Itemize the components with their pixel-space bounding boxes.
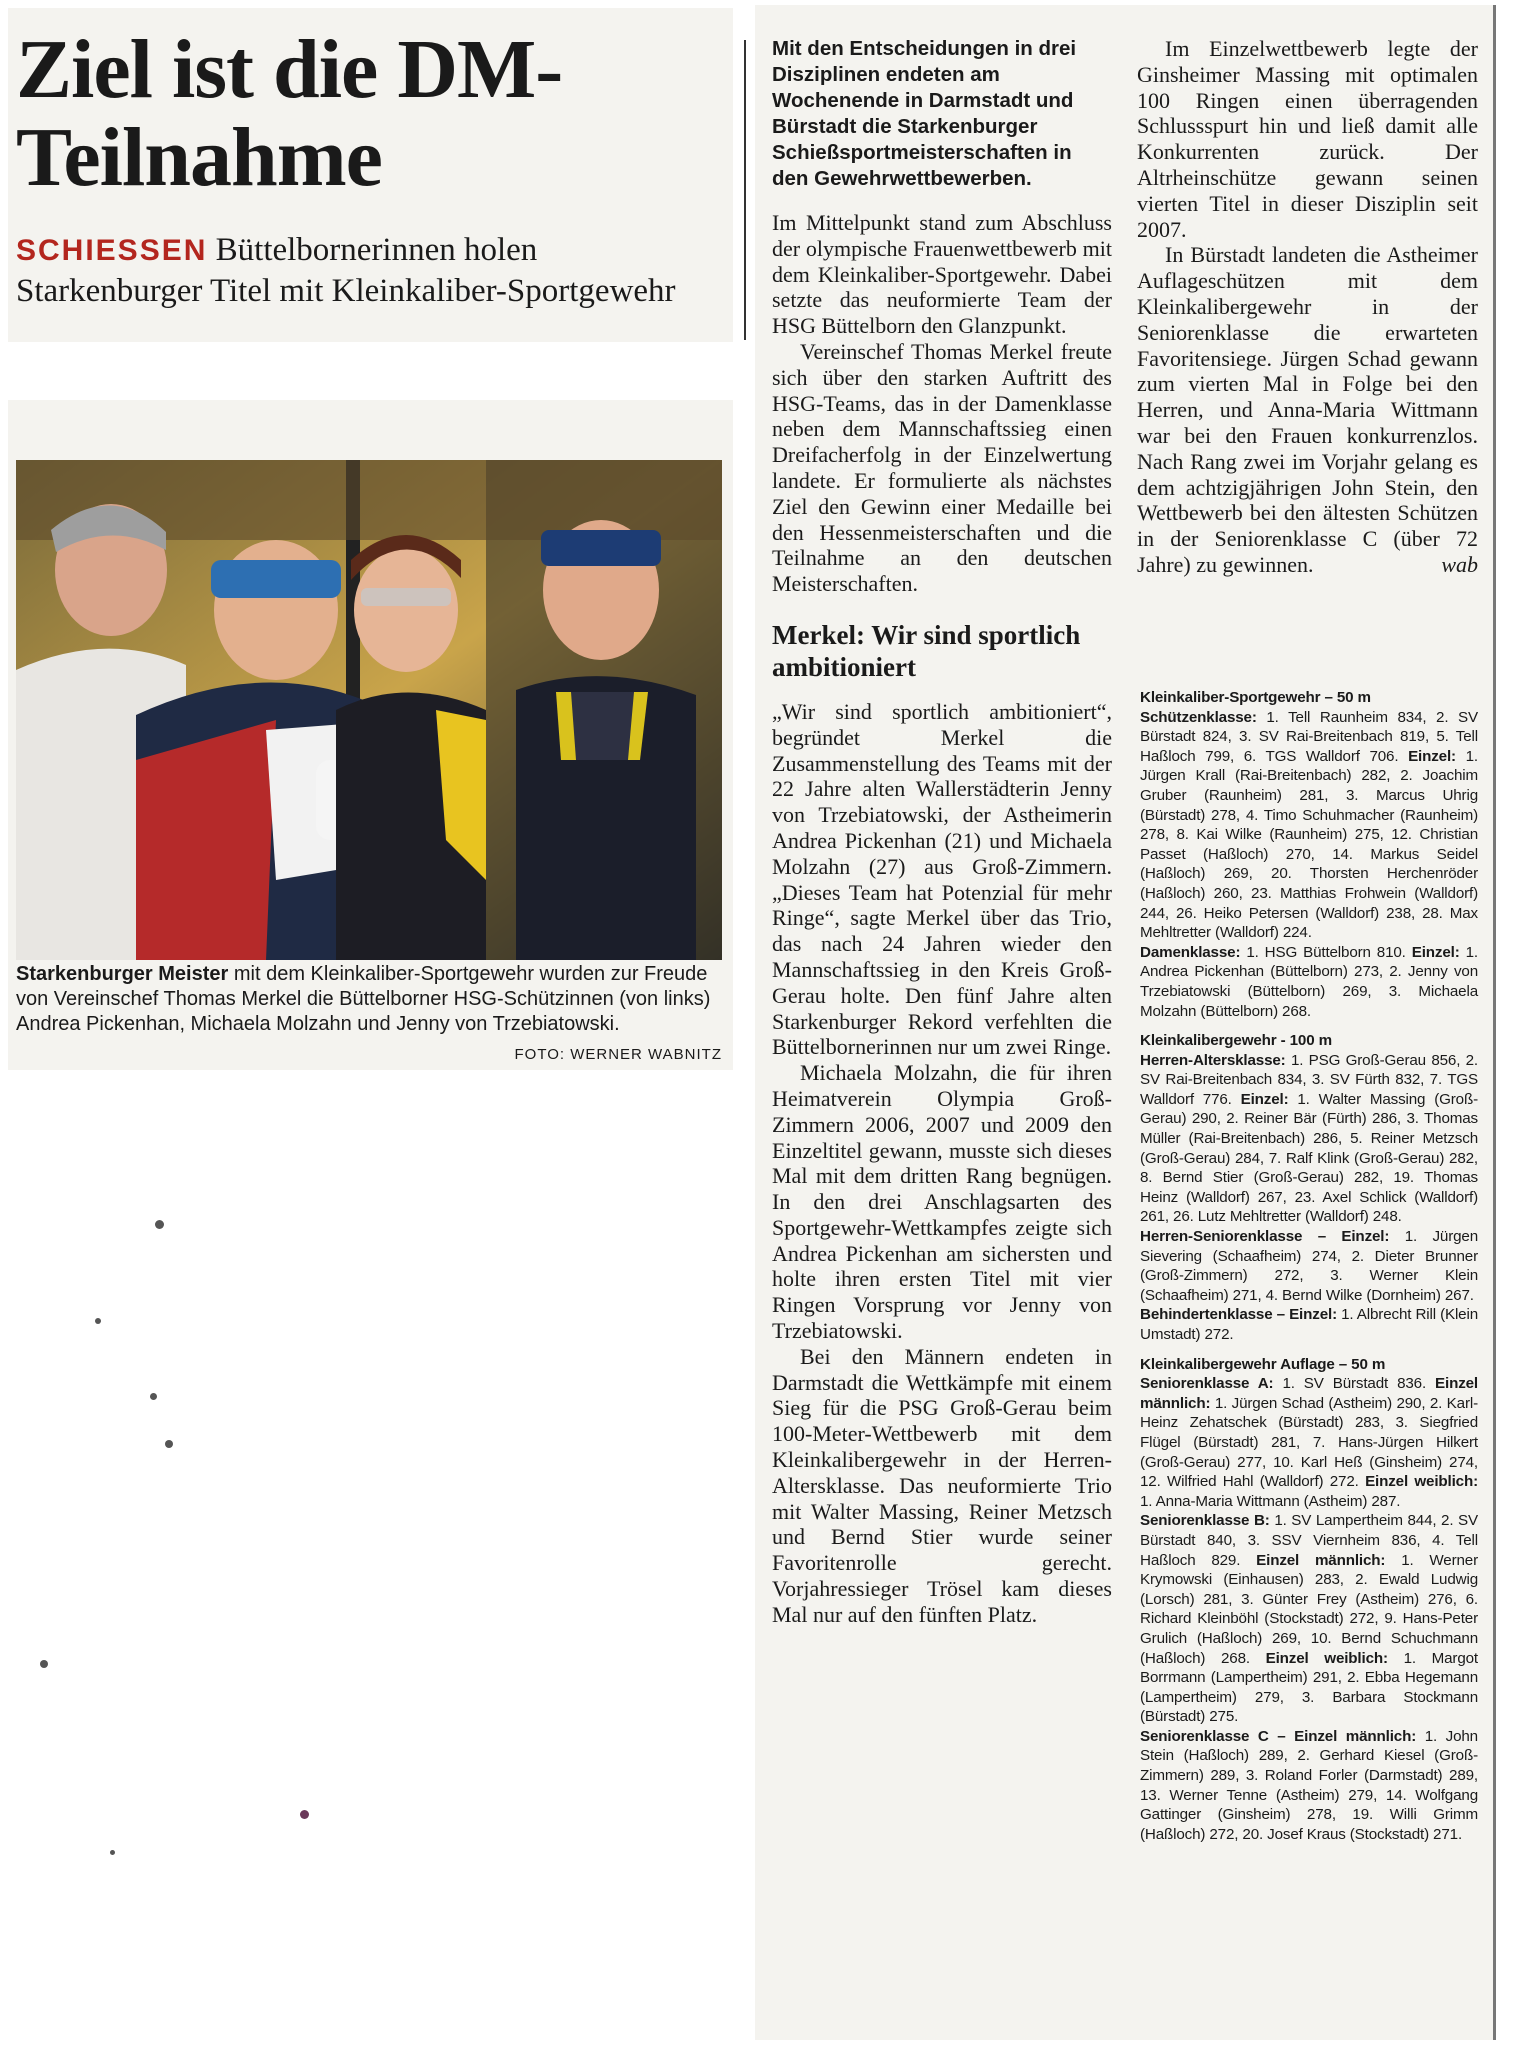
article-subhead: Merkel: Wir sind sportlich ambitioniert — [772, 619, 1081, 682]
photo-illustration — [16, 460, 722, 960]
author-signature: wab — [1441, 551, 1478, 577]
paragraph-2: Vereinschef Thomas Merkel freute sich über den starken Auftritt des HSG-Teams, das in der Damenklasse neben dem Mannschaftssieg einen Dreifacherfolg in der Einzelwertung landete. Er formulierte als nächstes Ziel den Gewinn einer Medaille bei den Hessenmeisterschaften und die Teilnahme an den deutschen Meisterschaften. — [772, 338, 1112, 597]
scan-speck — [40, 1660, 48, 1668]
column-rule — [744, 40, 746, 340]
results-heading-3: Kleinkalibergewehr Auflage – 50 m — [1140, 1355, 1386, 1373]
results-entry: Damenklasse: 1. HSG Büttelborn 810. Einzel: 1. Andrea Pickenhan (Büttelborn) 273, 2. Jenny von Trzebiatowski (Büttelborn) 269, 3. Michaela Molzahn (Büttelborn) 268. — [1140, 943, 1478, 1020]
results-entry: Herren-Seniorenklasse – Einzel: 1. Jürgen Sievering (Schaafheim) 274, 2. Dieter Brunner (Groß-Zimmern) 272, 3. Werner Klein (Schaafheim) 271, 4. Bernd Wilke (Dornheim) 267. — [1140, 1228, 1479, 1304]
article-column-middle — [772, 36, 1112, 1628]
results-entry: Behindertenklasse – Einzel: 1. Albrecht Rill (Klein Umstadt) 272. — [1140, 1306, 1478, 1343]
scan-speck — [155, 1220, 164, 1229]
results-heading-1: Kleinkaliber-Sportgewehr – 50 m — [1140, 689, 1371, 706]
results-section-2 — [1140, 1031, 1478, 1345]
paragraph-5: Bei den Männern endeten in Darmstadt die Wettkämpfe mit einem Sieg für die PSG Groß-Gerau beim 100-Meter-Wettbewerb mit dem Kleinkalibergewehr in der Herren-Altersklasse. Das neuformierte Trio mit Walter Massing, Reiner Metzsch und Bernd Stier wurde seiner Favoritenrolle gerecht. Vorjahressieger Trösel kam dieses Mal nur auf den fünften Platz. — [772, 1343, 1112, 1627]
caption-bold: Starkenburger Meister — [16, 963, 229, 985]
results-entry: Seniorenklasse B: 1. SV Lampertheim 844, 2. SV Bürstadt 840, 3. SSV Viernheim 836, 4. Tell Haßloch 829. Einzel männlich: 1. Werner Krymowski (Einhausen) 283, 2. Ewald Ludwig (Lorsch) 281, 3. Günter Frey (Astheim) 276, 6. Richard Kleinböhl (Stockstadt) 272, 9. Hans-Peter Grulich (Haßloch) 269, 10. Bernd Schuchmann (Haßloch) 268. Einzel weiblich: 1. Margot Borrmann (Lampertheim) 291, 2. Ebba Hegemann (Lampertheim) 279, 3. Barbara Stockmann (Bürstadt) 275. — [1140, 1512, 1478, 1726]
scan-speck — [110, 1850, 115, 1855]
headline-text: Ziel ist die DM-Teilnahme — [16, 23, 563, 204]
results-entry: Herren-Altersklasse: 1. PSG Groß-Gerau 856, 2. SV Rai-Breitenbach 834, 3. SV Fürth 832, 7. TGS Walldorf 776. Einzel: 1. Walter Massing (Groß-Gerau) 290, 2. Reiner Bär (Fürth) 286, 3. Thomas Müller (Rai-Breitenbach) 286, 5. Reiner Metzsch (Groß-Gerau) 284, 7. Ralf Klink (Groß-Gerau) 282, 8. Bernd Stier (Groß-Gerau) 282, 19. Thomas Heinz (Walldorf) 267, 23. Axel Schlick (Walldorf) 261, 26. Lutz Mehltretter (Walldorf) 248. — [1140, 1051, 1479, 1226]
results-entry: Schützenklasse: 1. Tell Raunheim 834, 2. SV Bürstadt 824, 3. SV Rai-Breitenbach 819, 5. Tell Haßloch 799, 6. TGS Walldorf 706. Einzel: 1. Jürgen Krall (Rai-Breitenbach) 282, 2. Joachim Gruber (Raunheim) 281, 3. Marcus Uhrig (Bürstadt) 278, 4. Timo Schuhmacher (Raunheim) 278, 8. Kai Wilke (Raunheim) 275, 12. Christian Passet (Haßloch) 270, 14. Markus Seidel (Haßloch) 269, 20. Thorsten Herchenröder (Haßloch) 260, 23. Matthias Frohwein (Walldorf) 244, 26. Heiko Petersen (Walldorf) 238, 28. Max Mehltretter (Walldorf) 224. — [1140, 708, 1478, 942]
results-section-3 — [1140, 1355, 1478, 1845]
results-entry: Seniorenklasse A: 1. SV Bürstadt 836. Einzel männlich: 1. Jürgen Schad (Astheim) 290, 2. Karl-Heinz Zehatschek (Bürstadt) 283, 3. Siegfried Flügel (Bürstadt) 281, 7. Hans-Jürgen Hilkert (Groß-Gerau) 277, 10. Karl Heß (Ginsheim) 274, 12. Wilfried Hahl (Walldorf) 272. Einzel weiblich: 1. Anna-Maria Wittmann (Astheim) 287. — [1140, 1375, 1479, 1510]
results-section-1 — [1140, 688, 1478, 1021]
paragraph-4: Michaela Molzahn, die für ihren Heimatverein Olympia Groß-Zimmern 2006, 2007 und 2009 den Einzeltitel gewann, musste sich dieses Mal mit dem dritten Rang begnügen. In den drei Anschlagsarten des Sportgewehr-Wettkampfes zeigte sich Andrea Pickenhan am sichersten und holte ihren ersten Titel mit vier Ringen Vorsprung vor Jenny von Trzebiatowski. — [772, 1060, 1112, 1344]
paragraph-1: Im Mittelpunkt stand zum Abschluss der olympische Frauenwettbewerb mit dem Kleinkaliber-Sportgewehr. Dabei setzte das neuformierte Team der HSG Büttelborn den Glanzpunkt. — [772, 210, 1112, 339]
paragraph-7 — [1137, 242, 1478, 577]
scan-speck — [165, 1440, 173, 1448]
subheadline-text: Büttelbornerinnen holen Starkenburger Titel mit Kleinkaliber-Sportgewehr — [16, 232, 676, 309]
subheadline — [16, 230, 721, 311]
paragraph-6: Im Einzelwettbewerb legte der Ginsheimer Massing mit optimalen 100 Ringen einen überragenden Schlussspurt hin und ließ damit alle Konkurrenten zurück. Der Altrheinschütze gewann seinen vierten Titel in dieser Disziplin seit 2007. — [1137, 36, 1478, 242]
page-edge-shadow — [1493, 5, 1496, 2040]
paragraph-7-text: In Bürstadt landeten die Astheimer Auflageschützen mit dem Kleinkalibergewehr in der Seniorenklasse die erwarteten Favoritensiege. Jürgen Schad gewann zum vierten Mal in Folge bei den Herren, und Anna-Maria Wittmann war bei den Frauen konkurrenzlos. Nach Rang zwei im Vorjahr gelang es dem achtzigjährigen John Stein, den Wettbewerb bei den ältesten Schützen in der Seniorenklasse C (über 72 Jahre) zu gewinnen. — [1137, 242, 1478, 577]
article-column-right — [1137, 36, 1478, 578]
scan-speck — [95, 1318, 101, 1324]
scan-speck — [300, 1810, 309, 1819]
results-list — [1140, 688, 1478, 1844]
caption-text: mit dem Kleinkaliber-Sportgewehr wurden zur Freude von Vereinschef Thomas Merkel die Büttelborner HSG-Schützinnen (von links) Andrea Pickenhan, Michaela Molzahn und Jenny von Trzebiatowski. — [16, 963, 711, 1035]
article-lead: Mit den Entscheidungen in drei Disziplinen endeten am Wochenende in Darmstadt und Bürstadt die Starkenburger Schießsportmeisterschaften in den Gewehrwettbewerben. — [772, 37, 1077, 190]
photo-caption — [16, 962, 722, 1067]
topic-kicker: SCHIESSEN — [16, 234, 208, 267]
team-photo — [16, 460, 722, 960]
paragraph-3: „Wir sind sportlich ambitioniert“, begründet Merkel die Zusammenstellung des Teams mit der 22 Jahre alten Wallerstädterin Jenny von Trzebiatowski, der Astheimerin Andrea Pickenhan (21) und Michaela Molzahn (27) aus Groß-Zimmern. „Dieses Team hat Potenzial für mehr Ringe“, sagte Merkel über das Trio, das nach 24 Jahren wieder den Mannschaftssieg in den Kreis Groß-Gerau holte. Den fünf Jahre alten Starkenburger Rekord verfehlten die Büttelbornerinnen nur um zwei Ringe. — [772, 698, 1112, 1060]
results-entry: Seniorenklasse C – Einzel männlich: 1. John Stein (Haßloch) 289, 2. Gerhard Kiesel (Groß-Zimmern) 289, 3. Roland Forler (Darmstadt) 289, 13. Werner Tenne (Astheim) 279, 14. Wolfgang Gattinger (Ginsheim) 278, 19. Willi Grimm (Haßloch) 272, 20. Josef Kraus (Stockstadt) 271. — [1140, 1727, 1478, 1843]
scan-speck — [150, 1393, 157, 1400]
photo-credit: FOTO: WERNER WABNITZ — [514, 1046, 722, 1063]
headline — [16, 23, 576, 204]
results-heading-2: Kleinkalibergewehr - 100 m — [1140, 1032, 1332, 1050]
